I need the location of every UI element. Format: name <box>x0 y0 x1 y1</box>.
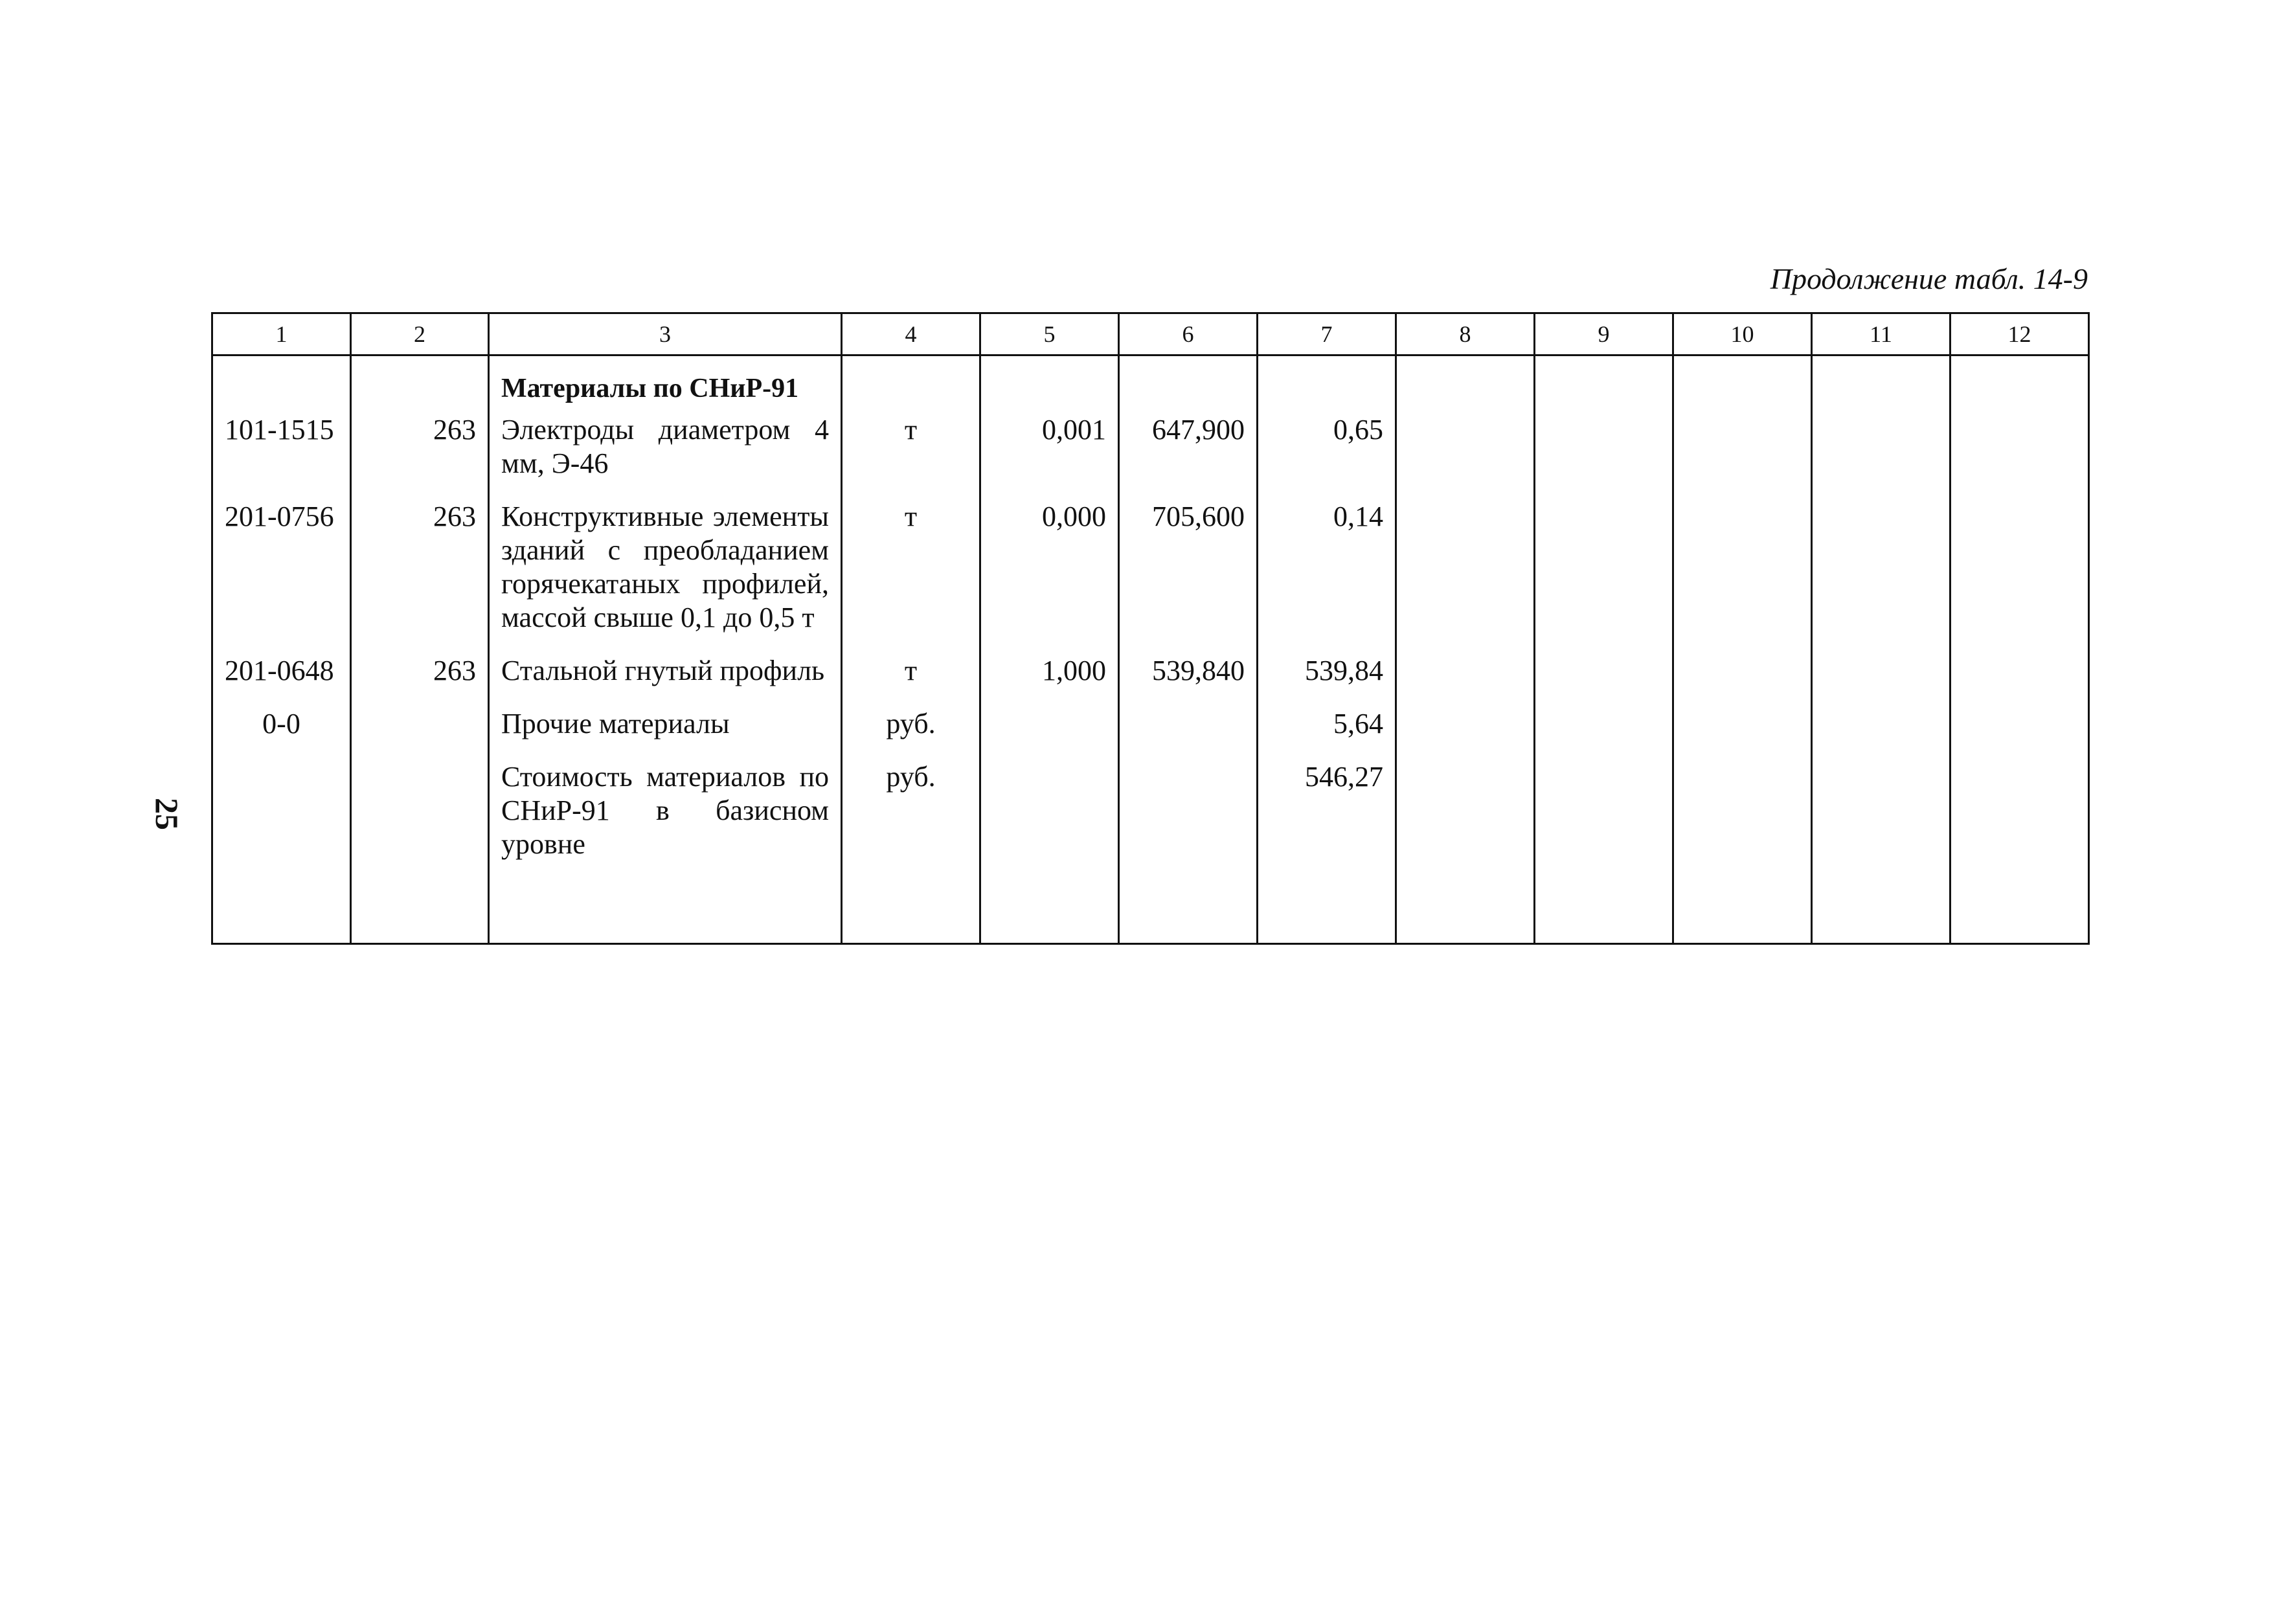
column-header: 8 <box>1396 313 1535 355</box>
cell-unit: руб. <box>842 699 980 752</box>
cell-unit: руб. <box>842 752 980 873</box>
table-caption: Продолжение табл. 14-9 <box>1770 262 2088 295</box>
table-row <box>212 405 2089 492</box>
cell-group: 263 <box>351 646 489 699</box>
column-header: 11 <box>1812 313 1950 355</box>
cell-group <box>351 752 489 873</box>
section-title-row <box>212 355 2089 406</box>
column-header: 12 <box>1950 313 2089 355</box>
cell-name: Стоимость материалов по СНиР-91 в базисном уровне <box>489 752 842 873</box>
cell-unit: т <box>842 646 980 699</box>
table-body <box>212 355 2089 944</box>
column-header: 5 <box>980 313 1119 355</box>
cell-cost: 0,14 <box>1258 492 1396 646</box>
cell-quantity: 0,001 <box>980 405 1119 492</box>
table-bottom-spacer <box>212 873 2089 944</box>
table-row <box>212 492 2089 646</box>
cell-cost: 546,27 <box>1258 752 1396 873</box>
cell-quantity <box>980 752 1119 873</box>
cell-price: 539,840 <box>1119 646 1258 699</box>
cell-price: 647,900 <box>1119 405 1258 492</box>
column-header: 3 <box>489 313 842 355</box>
table-row <box>212 699 2089 752</box>
table-row <box>212 646 2089 699</box>
cell-price <box>1119 699 1258 752</box>
cell-code: 201-0648 <box>212 646 351 699</box>
cell-price: 705,600 <box>1119 492 1258 646</box>
cell-group <box>351 699 489 752</box>
cell-quantity: 0,000 <box>980 492 1119 646</box>
cell-cost: 5,64 <box>1258 699 1396 752</box>
table-row <box>212 752 2089 873</box>
cell-quantity: 1,000 <box>980 646 1119 699</box>
cell-cost: 539,84 <box>1258 646 1396 699</box>
cell-price <box>1119 752 1258 873</box>
section-title: Материалы по СНиР-91 <box>489 355 842 406</box>
column-header: 2 <box>351 313 489 355</box>
cell-name: Конструктивные элементы зданий с преобладанием горячекатаных профилей, массой свыше 0,1 до 0,5 т <box>489 492 842 646</box>
cell-quantity <box>980 699 1119 752</box>
cell-name: Стальной гнутый профиль <box>489 646 842 699</box>
column-header: 6 <box>1119 313 1258 355</box>
cell-name: Электроды диаметром 4 мм, Э-46 <box>489 405 842 492</box>
column-header: 9 <box>1535 313 1673 355</box>
cell-code: 201-0756 <box>212 492 351 646</box>
cell-code <box>212 752 351 873</box>
materials-table <box>211 312 2090 945</box>
table-header <box>212 313 2089 355</box>
page-number: 25 <box>149 798 185 830</box>
cell-name: Прочие материалы <box>489 699 842 752</box>
cell-unit: т <box>842 405 980 492</box>
column-header: 10 <box>1673 313 1812 355</box>
cell-code: 101-1515 <box>212 405 351 492</box>
column-header: 4 <box>842 313 980 355</box>
column-header: 7 <box>1258 313 1396 355</box>
cell-code: 0-0 <box>212 699 351 752</box>
cell-unit: т <box>842 492 980 646</box>
column-header: 1 <box>212 313 351 355</box>
header-row <box>212 313 2089 355</box>
cell-group: 263 <box>351 405 489 492</box>
cell-cost: 0,65 <box>1258 405 1396 492</box>
cell-group: 263 <box>351 492 489 646</box>
